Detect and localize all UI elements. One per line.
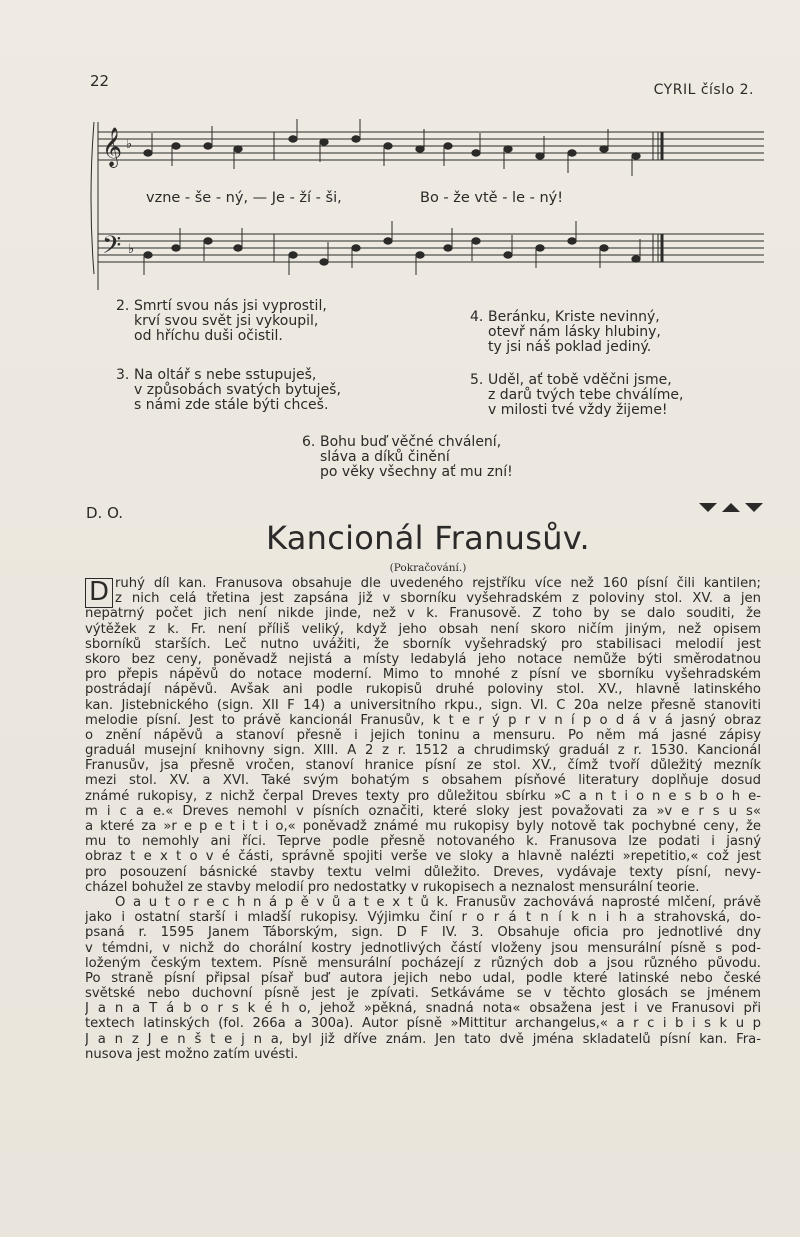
paragraph-line: textech latinských (fol. 266a a 300a). Autor písně »Mittitur archangelus,« a r c i b i s k u p	[85, 1016, 761, 1032]
treble-note-3	[234, 146, 242, 152]
drop-cap: D	[85, 578, 113, 608]
paragraph-line: skoro bez ceny, poněvadž nejistá a místy ledabylá jeho notace nemůže býti směrodatnou	[85, 651, 761, 667]
paragraph-line: pro přepis nápěvů do notace moderní. Mimo to mnohé z písní ve sborníku vyšehradském	[85, 667, 761, 683]
verse-line: z darů tvých tebe chválíme,	[488, 387, 684, 403]
treble-note-4	[289, 136, 297, 142]
paragraph-line: O a u t o r e c h n á p ě v ů a t e x t ů k. Franusův zachovává naprosté mlčení, právě	[115, 894, 761, 910]
treble-clef-icon: 𝄞	[102, 127, 123, 167]
verse-line: Beránku, Kriste nevinný,	[488, 309, 660, 325]
bass-note-12	[536, 245, 544, 251]
bass-note-9	[444, 245, 452, 251]
verse-number: 2.	[116, 298, 130, 314]
paragraph-line: psaná r. 1595 Janem Táborským, sign. D F IV. 3. Obsahuje oficia pro jednotlivé dny	[85, 925, 761, 941]
paragraph-line: postrádají nápěvů. Avšak ani podle rukopisů druhé poloviny stol. XV., hlavně latinského	[85, 682, 761, 698]
verse-line: Bohu buď věčné chválení,	[320, 434, 502, 450]
flat-icon: ♭	[126, 137, 133, 152]
treble-note-2	[204, 143, 212, 149]
system-brace	[91, 122, 94, 274]
treble-note-6	[352, 136, 360, 142]
bass-note-8	[416, 252, 424, 258]
verse-line: od hříchu duši očistil.	[134, 328, 283, 344]
bass-note-5	[320, 259, 328, 265]
paragraph-line: známé rukopisy, z nichž čerpal Dreves texty pro důležitou sbírku »C a n t i o n e s b o h e-	[85, 788, 761, 804]
bass-note-13	[568, 238, 576, 244]
article-subtitle: (Pokračování.)	[389, 562, 467, 574]
verse-line: Uděl, ať tobě vděčni jsme,	[488, 372, 672, 388]
paragraph-line: J a n a T á b o r s k é h o, jehož »pěkná, snadná nota« obsažena jest i ve Franusovi při	[85, 1001, 761, 1017]
paragraph-line: z nich celá třetina jest zapsána již v sborníku vyšehradském z poloviny stol. XV. a jen	[115, 591, 761, 607]
paragraph-line: melodie písní. Jest to právě kancionál Franusův, k t e r ý p r v n í p o d á v á jasný obraz	[85, 712, 761, 728]
treble-note-7	[384, 143, 392, 149]
paragraph-line: mu to nemohly ani říci. Teprve podle přesně notovaného k. Franusova lze podati i jasný	[85, 834, 761, 850]
treble-staff	[98, 132, 764, 160]
paragraph-line: a které za »r e p e t i t i o,« poněvadž známé mu rukopisy byly notově tak pochybné ceny, že	[85, 819, 761, 834]
ornament-icon	[699, 500, 763, 514]
bass-note-0	[144, 252, 152, 258]
paragraph-line: o znění nápěvů a stanoví přesně i jejich toninu a mensuru. Po něm má jasné zápisy	[85, 727, 761, 743]
treble-note-10	[472, 150, 480, 156]
bass-note-6	[352, 245, 360, 251]
paragraph-line: pro posouzení básnické stavby textu velmi důležito. Dreves, vydávaje texty písní, nevy-	[85, 864, 761, 880]
treble-note-11	[504, 146, 512, 152]
bass-note-10	[472, 238, 480, 244]
article-signature: D. O.	[86, 504, 124, 522]
verse-number: 5.	[470, 372, 484, 388]
paragraph-line: kan. Jistebnického (sign. XII F 14) a universitního rkpu., sign. VI. C 20a nelze přesně stanoviti	[85, 697, 761, 713]
treble-note-14	[600, 146, 608, 152]
paragraph-line: výtěžek z k. Fr. není příliš veliký, když jeho obsah není skoro ničím jiným, než opisem	[85, 621, 761, 637]
treble-note-12	[536, 153, 544, 159]
verse-2	[116, 299, 327, 344]
paragraph-line: loženým českým textem. Písně mensurální pocházejí z různých dob a jsou různého původu.	[85, 955, 761, 971]
paragraph-line: Po straně písní připsal písař buď autora jejich nebo udal, podle které latinské nebo české	[85, 970, 761, 986]
verse-line: ty jsi náš poklad jediný.	[488, 339, 652, 355]
bass-clef-icon: 𝄢	[102, 231, 122, 266]
bass-note-11	[504, 252, 512, 258]
bass-note-7	[384, 238, 392, 244]
lyric-line-b: Bo - že vtě - le - ný!	[420, 190, 564, 206]
bass-note-1	[172, 245, 180, 251]
bass-staff	[98, 234, 764, 262]
treble-note-15	[632, 153, 640, 159]
verse-number: 6.	[302, 434, 316, 450]
treble-note-13	[568, 150, 576, 156]
paragraph-line: nusova jest možno zatím uvésti.	[85, 1046, 299, 1062]
verse-4	[470, 310, 661, 355]
paragraph-line: světské nebo duchovní písně jest je zpívati. Setkáváme se v těchto glosách se jménem	[85, 986, 761, 1002]
treble-note-0	[144, 150, 152, 156]
verse-3	[116, 368, 341, 413]
verse-line: po věky všechny ať mu zní!	[320, 464, 513, 480]
running-title: CYRIL číslo 2.	[653, 82, 754, 98]
page-number: 22	[90, 72, 110, 90]
paragraph-line: nepatrný počet jich není nikde jinde, než v k. Franusově. Z toho by se dalo souditi, že	[85, 606, 761, 622]
paragraph-line: graduál musejní knihovny sign. XIII. A 2 z r. 1512 a chrudimský graduál z r. 1530. Kancionál	[85, 743, 761, 759]
verse-line: Smrtí svou nás jsi vyprostil,	[134, 298, 327, 314]
verse-line: s námi zde stále býti chceš.	[134, 397, 329, 413]
flat-icon: ♭	[128, 242, 135, 257]
verse-5	[470, 373, 683, 418]
bass-note-2	[204, 238, 212, 244]
paragraph-line: mezi stol. XV. a XVI. Také svým bohatým s obsahem písňové literatury doplňuje dosud	[85, 773, 761, 789]
bass-note-3	[234, 245, 242, 251]
paragraph-line: sborníků starších. Leč nutno uvážiti, že sborník vyšehradský pro stabilisaci melodií jest	[85, 636, 761, 652]
bass-note-14	[600, 245, 608, 251]
paragraph-line: cházel bohužel ze stavby melodií pro nedostatky v rukopisech a neznalost mensurální teorie.	[85, 879, 700, 895]
verse-line: v způsobách svatých bytuješ,	[134, 382, 341, 398]
verse-number: 4.	[470, 309, 484, 325]
verse-6	[302, 435, 513, 480]
bass-note-4	[289, 252, 297, 258]
bass-note-15	[632, 256, 640, 262]
verse-line: v milosti tvé vždy žijeme!	[488, 402, 668, 418]
paragraph-line: m i c a e.« Dreves nemohl v písních označiti, které sloky jest považovati za »v e r s u s«	[85, 803, 761, 819]
treble-note-8	[416, 146, 424, 152]
verse-line: Na oltář s nebe sstupuješ,	[134, 367, 317, 383]
paragraph-line: obraz t e x t o v é části, správně spojiti verše ve sloky a hlavně nalézti »repetitio,« což jest	[85, 849, 761, 865]
treble-note-9	[444, 143, 452, 149]
verse-line: otevř nám lásky hlubiny,	[488, 324, 661, 340]
paragraph-line: jako i ostatní starší i mladší rukopisy. Výjimku činí r o r á t n í k n i h a strahovská, do-	[85, 910, 761, 926]
paragraph-line: ruhý díl kan. Franusova obsahuje dle uvedeného rejstříku více než 160 písní čili kantilen;	[115, 576, 761, 591]
paragraph-line: v témdni, v nichž do chorální kostry jednotlivých částí vloženy jsou mensurální písně s pod-	[85, 940, 761, 956]
paragraph-line: J a n z J e n š t e j n a, byl již dříve znám. Jen tato dvě jména skladatelů písní kan. Fra-	[85, 1031, 761, 1047]
verse-number: 3.	[116, 367, 130, 383]
treble-note-1	[172, 143, 180, 149]
treble-note-5	[320, 139, 328, 145]
article-title: Kancionál Franusův.	[265, 519, 590, 557]
article-body	[85, 576, 761, 1062]
verse-line: krví svou svět jsi vykoupil,	[134, 313, 319, 329]
lyric-line-a: vzne - še - ný, — Je - ží - ši,	[146, 190, 342, 206]
paragraph-line: Franusův, jsa přesně vročen, stanoví hranice písní ze stol. XV., čímž tvoří důležitý mezník	[85, 758, 761, 774]
verse-line: sláva a díků činění	[320, 449, 450, 465]
